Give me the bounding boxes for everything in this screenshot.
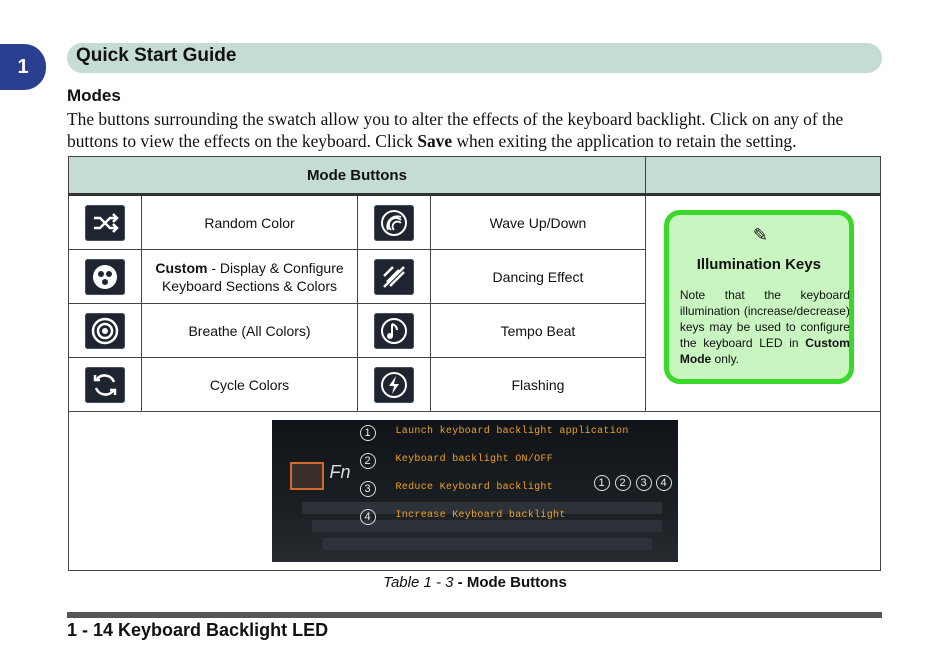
mode-label: Breathe (All Colors) xyxy=(142,304,357,358)
kb-callout: 2 xyxy=(615,475,631,491)
kb-line-text: Reduce Keyboard backlight xyxy=(395,482,554,493)
wave-icon xyxy=(374,205,414,241)
section-title: Modes xyxy=(67,86,121,105)
kb-line-text: Launch keyboard backlight application xyxy=(395,426,629,437)
table-header-row xyxy=(69,157,881,195)
intro-bold-save: Save xyxy=(417,131,453,151)
mode-label: Flashing xyxy=(431,358,646,412)
note-text: Note that the keyboard illumination (increase/decrease) keys may be used to configure the keyboard LED in Custom Mode only. xyxy=(679,288,850,366)
chapter-number: 1 xyxy=(17,55,29,78)
mode-label: Random Color xyxy=(142,195,357,250)
dancing-icon xyxy=(374,259,414,295)
table-header-empty xyxy=(645,157,880,195)
kb-line-number: 4 xyxy=(360,509,376,525)
pen-icon: ✎ xyxy=(752,225,768,245)
table-caption: Table 1 - 3 - Mode Buttons xyxy=(383,574,567,591)
breathe-icon xyxy=(85,313,125,349)
mode-label: Custom - Display & Configure Keyboard Sections & Colors xyxy=(142,250,357,304)
note-title: Illumination Keys xyxy=(696,256,821,273)
kb-line-number: 1 xyxy=(360,425,376,441)
fn-key-icon xyxy=(290,462,324,490)
kb-line-number: 3 xyxy=(360,481,376,497)
kb-line-text: Increase Keyboard backlight xyxy=(395,510,566,521)
cycle-icon xyxy=(85,367,125,403)
key-row-decor xyxy=(322,538,652,550)
music-note-icon xyxy=(374,313,414,349)
note-cell xyxy=(645,195,880,412)
custom-dots-icon xyxy=(85,259,125,295)
table-header: Mode Buttons xyxy=(69,157,646,195)
table-row-image xyxy=(69,412,881,571)
mode-label: Dancing Effect xyxy=(431,250,646,304)
kb-line-text: Keyboard backlight ON/OFF xyxy=(395,454,554,465)
footer-title: 1 - 14 Keyboard Backlight LED xyxy=(67,620,329,640)
intro-text-1: The buttons surrounding the swatch allow you to alter the effects of the keyboard backlight. Click on any of the buttons to view the effects on the keyboard. Click xyxy=(67,109,844,151)
fn-label: Fn xyxy=(329,462,351,482)
intro-paragraph xyxy=(67,108,887,152)
lightning-icon xyxy=(374,367,414,403)
mode-label: Tempo Beat xyxy=(431,304,646,358)
kb-callout: 4 xyxy=(656,475,672,491)
kb-callout: 3 xyxy=(636,475,652,491)
table-row xyxy=(69,195,881,250)
kb-line-number: 2 xyxy=(360,453,376,469)
kb-callout: 1 xyxy=(594,475,610,491)
mode-buttons-table xyxy=(68,156,881,571)
mode-label: Wave Up/Down xyxy=(431,195,646,250)
mode-label: Cycle Colors xyxy=(142,358,357,412)
keyboard-backlight-image xyxy=(272,420,678,562)
page-header-title: Quick Start Guide xyxy=(76,45,237,66)
intro-text-2: when exiting the application to retain the setting. xyxy=(452,131,797,151)
illumination-note xyxy=(664,210,854,384)
chapter-tab xyxy=(0,44,46,90)
shuffle-icon xyxy=(85,205,125,241)
footer-bar xyxy=(67,612,882,618)
